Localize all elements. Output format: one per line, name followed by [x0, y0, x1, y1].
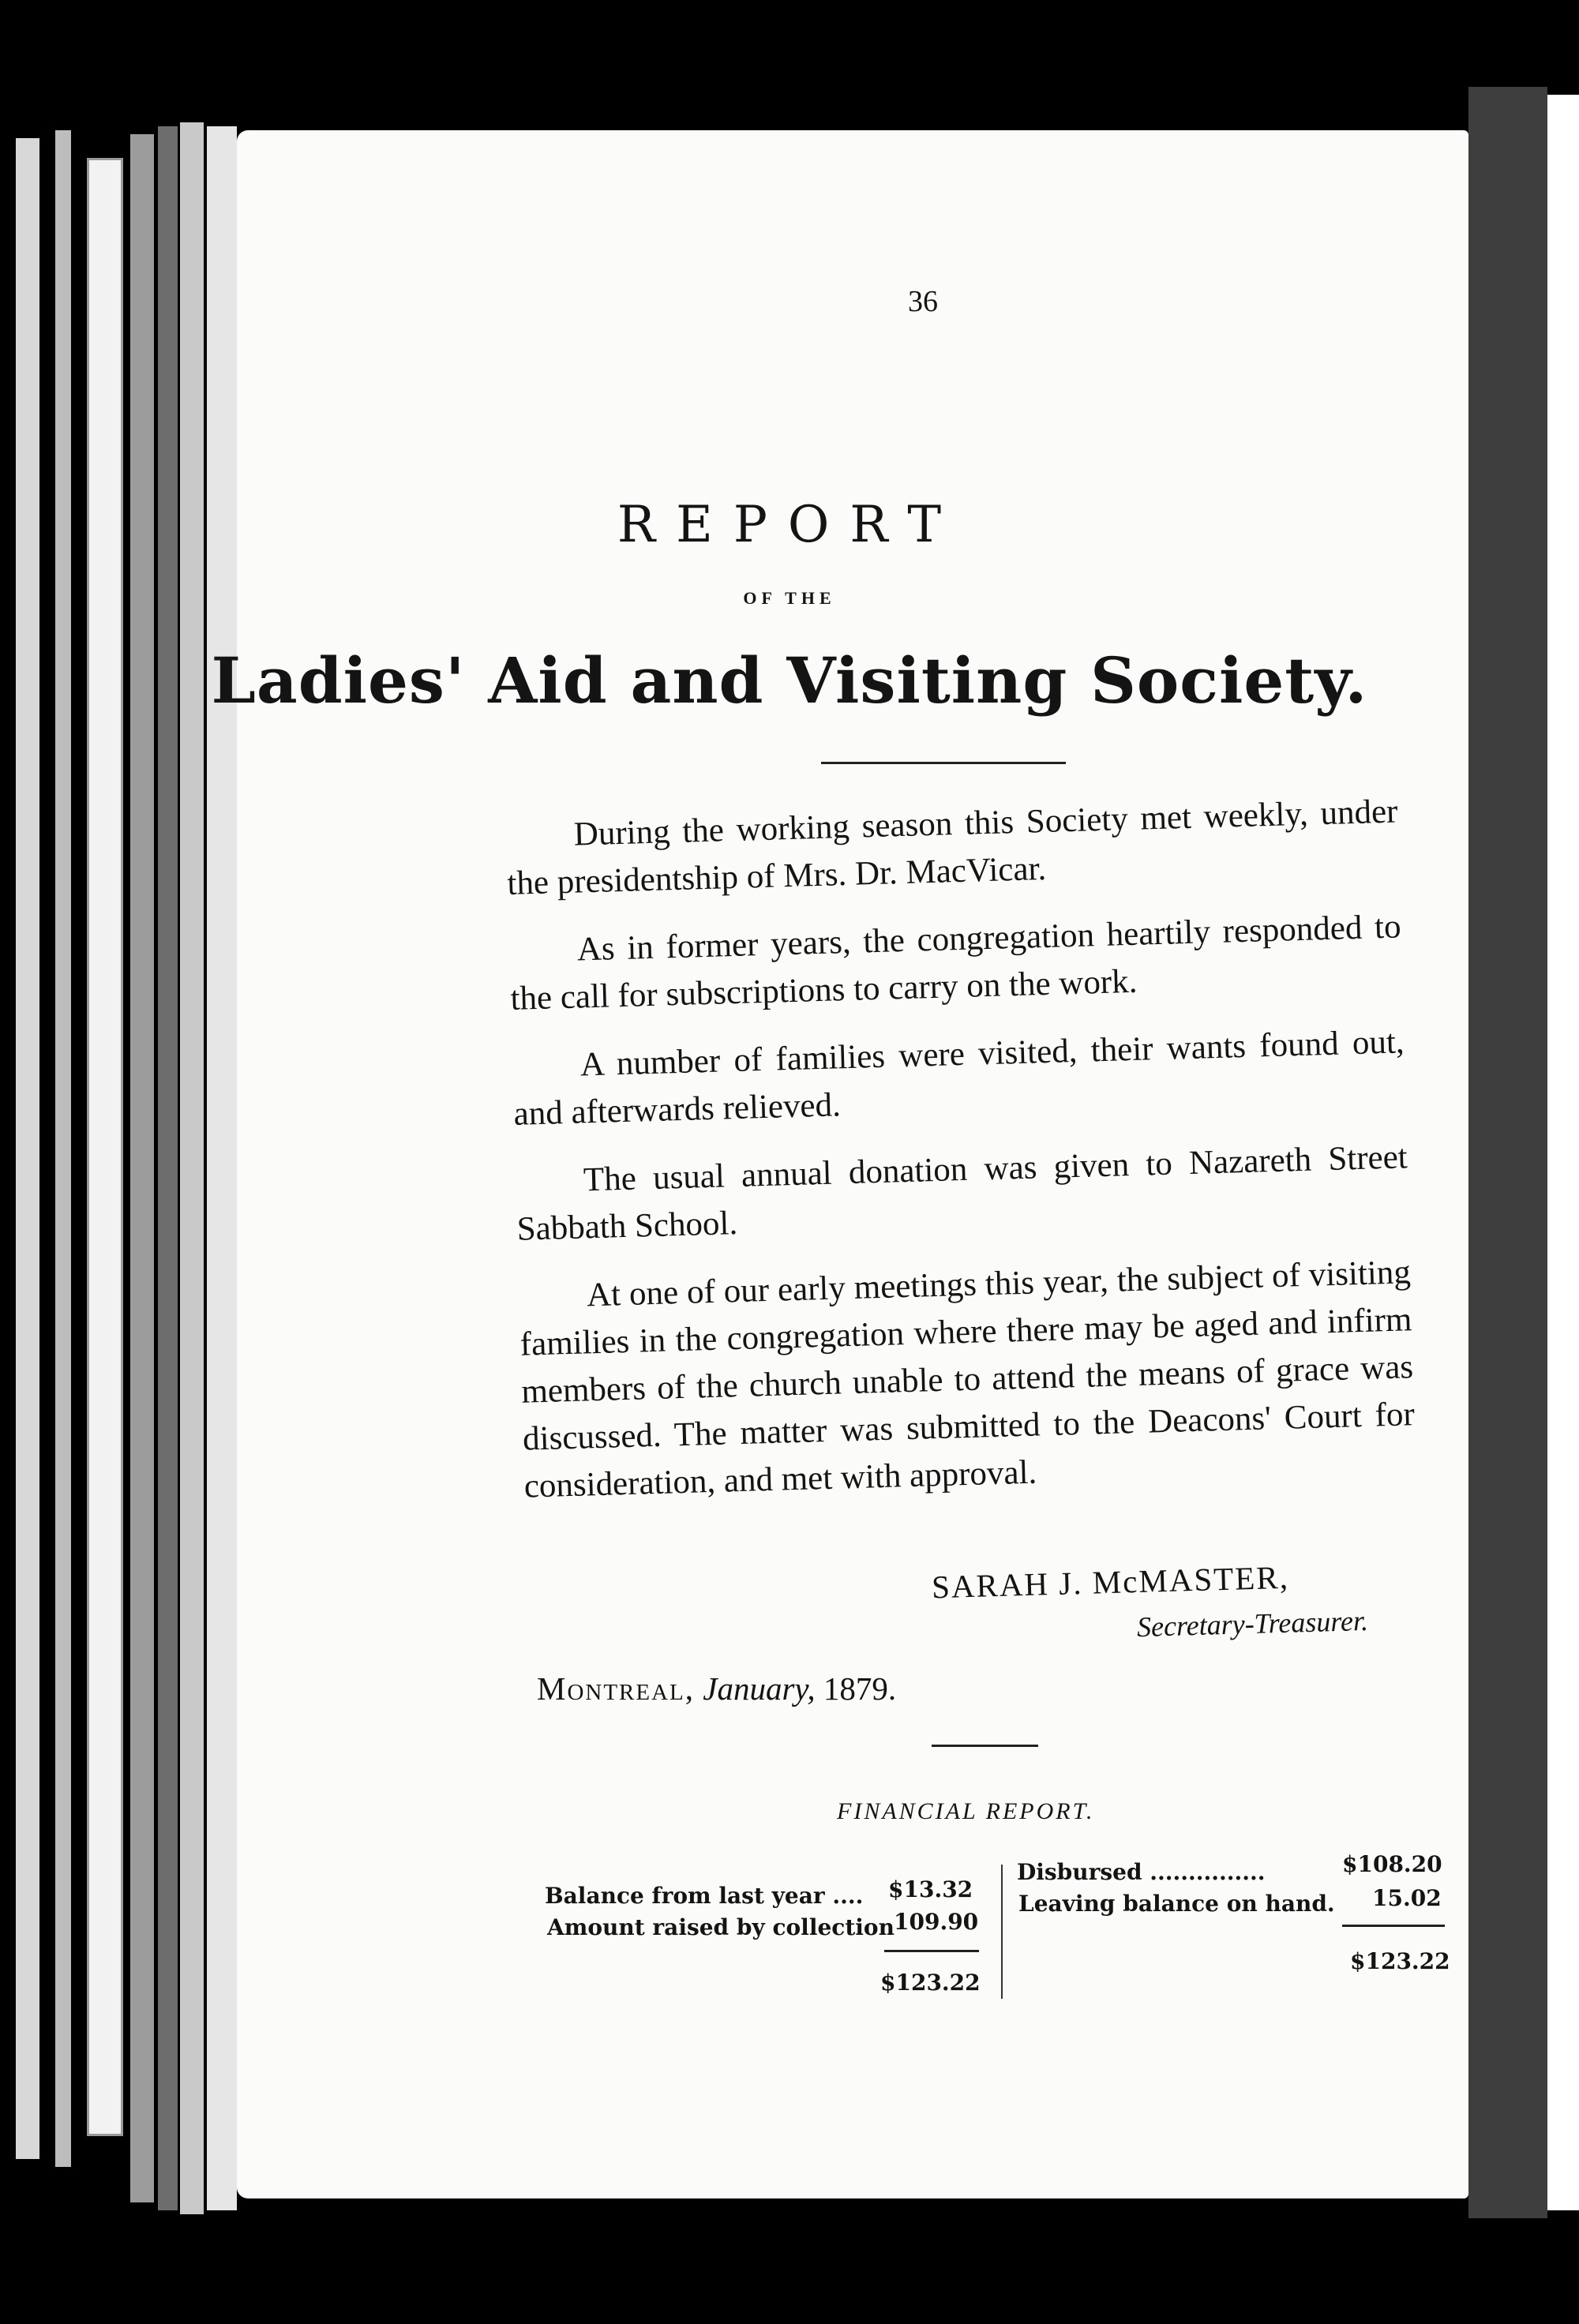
fin-right-sum-rule [1342, 1925, 1445, 1927]
paragraph: As in former years, the congregation heartily responded to the call for subscriptions to carry on the work. [509, 908, 1402, 1018]
background-right [1547, 95, 1579, 2210]
fin-left-total: $123.22 [880, 1970, 981, 1996]
dateline-divider [932, 1745, 1038, 1747]
book-cover-edge [1468, 87, 1547, 2218]
society-title: Ladies' Aid and Visiting Society. [211, 643, 1368, 718]
report-heading: REPORT [617, 496, 962, 554]
dateline [537, 1670, 896, 1707]
paragraph: During the working season this Society met weekly, under the presidentship of Mrs. Dr. MacVicar. [506, 793, 1399, 902]
fin-left-amount-1: $13.32 [888, 1876, 973, 1902]
fin-left-sum-rule [884, 1950, 979, 1952]
paragraph: The usual annual donation was given to Nazareth Street Sabbath School. [516, 1138, 1408, 1248]
dateline-month: January, [703, 1670, 816, 1707]
fin-right-label-1: Disbursed ............... [1017, 1859, 1266, 1885]
fin-right-amount-1: $108.20 [1342, 1851, 1442, 1877]
page-number: 36 [908, 285, 938, 318]
fin-left-label-2: Amount raised by collection [547, 1914, 895, 1940]
fin-column-divider [1001, 1865, 1003, 1999]
financial-report-title: FINANCIAL REPORT. [837, 1798, 1095, 1824]
dateline-year: 1879. [823, 1670, 897, 1707]
fin-left-label-1: Balance from last year .... [545, 1883, 864, 1909]
paragraph: A number of families were visited, their wants found out, and afterwards relieved. [512, 1023, 1405, 1133]
page-edges [0, 0, 237, 2324]
fin-right-amount-2: 15.02 [1372, 1885, 1442, 1911]
signature-title: Secretary-Treasurer. [1136, 1604, 1369, 1644]
title-divider [821, 762, 1066, 764]
of-the-subheading: OF THE [743, 588, 836, 608]
fin-right-total: $123.22 [1350, 1948, 1450, 1974]
dateline-place: Montreal, [537, 1670, 696, 1707]
signature-name: SARAH J. McMASTER, [931, 1558, 1290, 1606]
paragraph: At one of our early meetings this year, the subject of visiting families in the congregation where there may be aged and infirm members of the church unable to attend the means of grace was discussed. The matter was submitted to the Deacons' Court for consideration, and met with approval. [519, 1254, 1416, 1505]
fin-left-amount-2: 109.90 [894, 1909, 979, 1935]
report-body [505, 788, 1417, 1531]
fin-right-label-2: Leaving balance on hand. [1018, 1891, 1335, 1917]
